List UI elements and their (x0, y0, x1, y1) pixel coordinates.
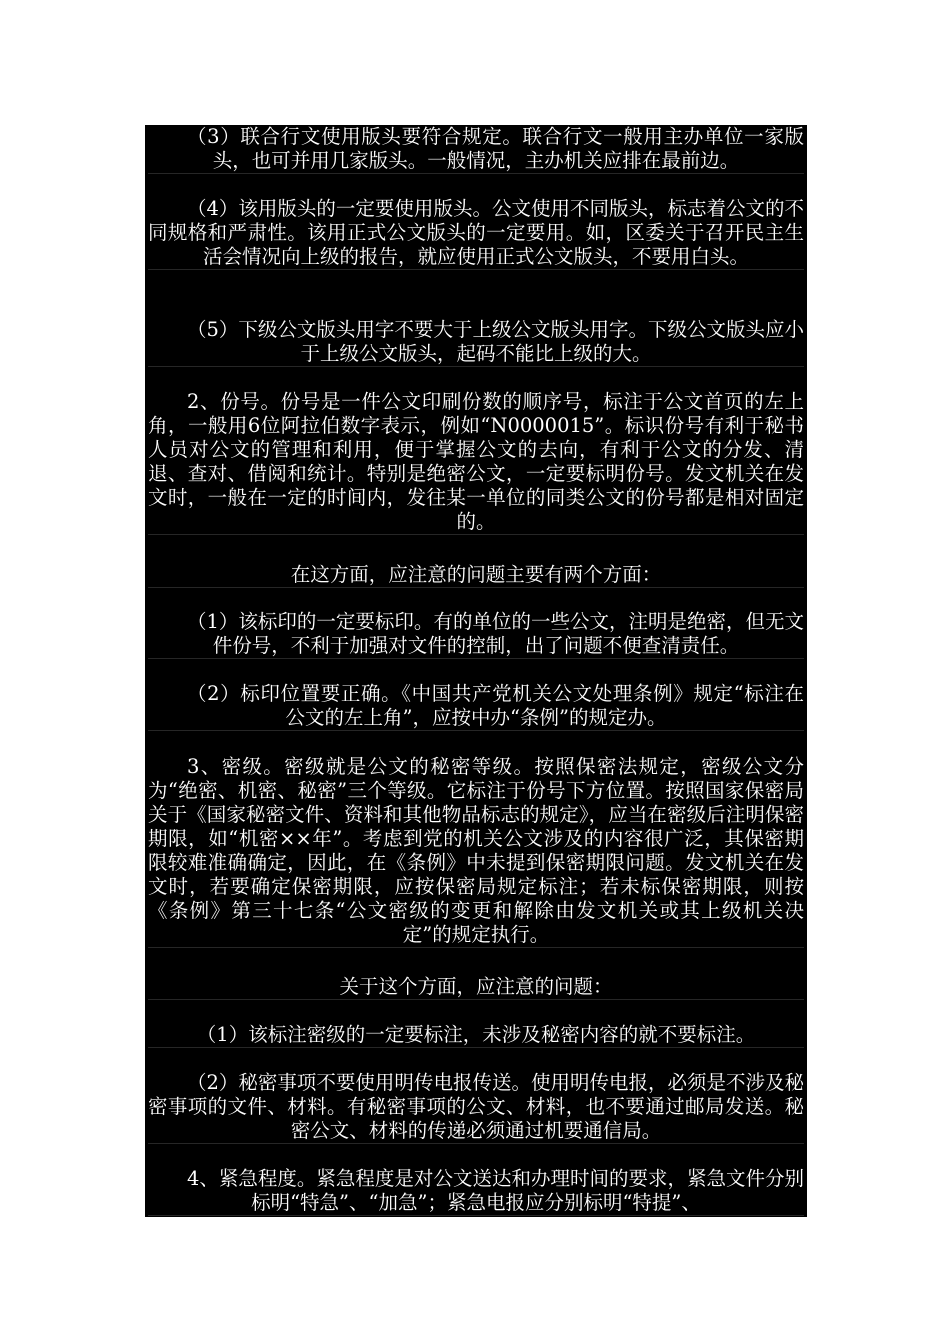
paragraph-urgency: 4、紧急程度。紧急程度是对公文送达和办理时间的要求，紧急文件分别标明“特急”、“加急”；紧急电报应分别标明“特提”、 (148, 1167, 804, 1216)
paragraph-copy-number: 2、份号。份号是一件公文印刷份数的顺序号，标注于公文首页的左上角，一般用6位阿拉伯数字表示，例如“N0000015”。标识份号有利于秘书人员对公文的管理和利用，便于掌握公文的去向，有利于公文的分发、清退、查对、借阅和统计。特别是绝密公文，一定要标明份号。发文机关在发文时，一般在一定的时间内，发往某一单位的同类公文的份号都是相对固定的。 (148, 390, 804, 533)
paragraph-letterhead-required: （4）该用版头的一定要使用版头。公文使用不同版头，标志着公文的不同规格和严肃性。该用正式公文版头的一定要用。如，区委关于召开民主生活会情况向上级的报告，就应使用正式公文版头，不要用白头。 (148, 197, 804, 268)
paragraph-letterhead-joint: （3）联合行文使用版头要符合规定。联合行文一般用主办单位一家版头，也可并用几家版头。一般情况，主办机关应排在最前边。 (148, 125, 804, 174)
paragraph-copy-number-issues: 在这方面，应注意的问题主要有两个方面： (148, 563, 804, 588)
paragraph-copy-number-issue-2: （2）标印位置要正确。《中国共产党机关公文处理条例》规定“标注在公文的左上角”，应按中办“条例”的规定办。 (148, 682, 804, 731)
paragraph-letterhead-size: （5）下级公文版头用字不要大于上级公文版头用字。下级公文版头应小于上级公文版头，起码不能比上级的大。 (148, 318, 804, 367)
paragraph-security-issue-1: （1）该标注密级的一定要标注，未涉及秘密内容的就不要标注。 (148, 1023, 804, 1048)
paragraph-security-issue-2: （2）秘密事项不要使用明传电报传送。使用明传电报，必须是不涉及秘密事项的文件、材料。有秘密事项的公文、材料，也不要通过邮局发送。秘密公文、材料的传递必须通过机要通信局。 (148, 1071, 804, 1142)
paragraph-security-issues: 关于这个方面，应注意的问题： (148, 975, 804, 1000)
paragraph-copy-number-issue-1: （1）该标印的一定要标印。有的单位的一些公文，注明是绝密，但无文件份号，不利于加强对文件的控制，出了问题不便查清责任。 (148, 610, 804, 659)
paragraph-security-level: 3、密级。密级就是公文的秘密等级。按照保密法规定，密级公文分为“绝密、机密、秘密”三个等级。它标注于份号下方位置。按照国家保密局关于《国家秘密文件、资料和其他物品标志的规定》，应当在密级后注明保密期限，如“机密××年”。考虑到党的机关公文涉及的内容很广泛，其保密期限较难准确确定，因此，在《条例》中未提到保密期限问题。发文机关在发文时，若要确定保密期限，应按保密局规定标注；若未标保密期限，则按《条例》第三十七条“公文密级的变更和解除由发文机关或其上级机关决定”的规定执行。 (148, 755, 804, 946)
document-body (145, 125, 807, 1217)
